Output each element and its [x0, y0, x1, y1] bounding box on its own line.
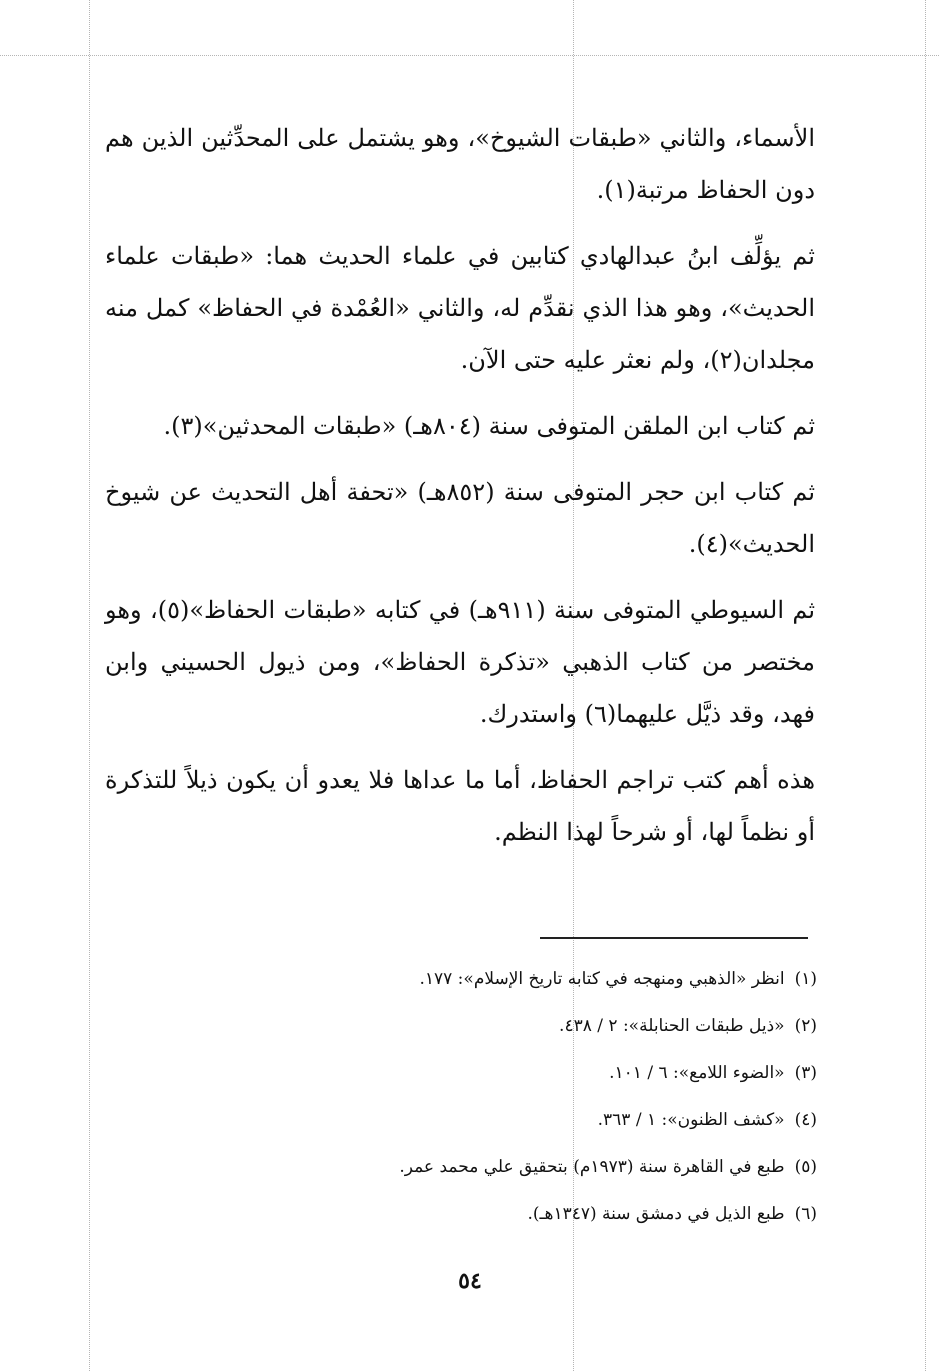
paragraph-2: ثم يؤلِّف ابنُ عبدالهادي كتابين في علماء الحديث هما: «طبقات علماء الحديث»، وهو هذا الذي نقدِّم له، والثاني «العُمْدة في الحفاظ» كمل منه مجلدان(٢)، ولم نعثر عليه حتى الآن. — [105, 242, 815, 374]
footnote-number: (٢) — [794, 1015, 817, 1036]
footnote-text: طبع في القاهرة سنة (١٩٧٣م) بتحقيق علي محمد عمر. — [399, 1156, 785, 1177]
margin-guide-top — [0, 55, 939, 56]
footnote-number: (١) — [794, 968, 817, 989]
footnote-3 — [105, 1049, 817, 1096]
paragraph-5: ثم السيوطي المتوفى سنة (٩١١هـ) في كتابه «طبقات الحفاظ»(٥)، وهو مختصر من كتاب الذهبي «تذكرة الحفاظ»، ومن ذيول الحسيني وابن فهد، وقد ذيَّل عليهما(٦) واستدرك. — [105, 596, 816, 728]
footnote-text: «ذيل طبقات الحنابلة»: ٢ / ٤٣٨. — [559, 1015, 785, 1036]
footnote-separator — [540, 937, 808, 939]
footnote-number: (٦) — [794, 1203, 817, 1224]
paragraph-3: ثم كتاب ابن الملقن المتوفى سنة (٨٠٤هـ) «طبقات المحدثين»(٣). — [163, 412, 815, 440]
footnote-text: «الضوء اللامع»: ٦ / ١٠١. — [609, 1062, 785, 1083]
footnote-number: (٣) — [794, 1062, 817, 1083]
paragraph-6: هذه أهم كتب تراجم الحفاظ، أما ما عداها فلا يعدو أن يكون ذيلاً للتذكرة أو نظماً لها، أو شرحاً لهذا النظم. — [105, 766, 815, 846]
footnotes-list — [105, 955, 817, 1237]
footnote-2 — [105, 1002, 817, 1049]
footnote-text: انظر «الذهبي ومنهجه في كتابه تاريخ الإسلام»: ١٧٧. — [419, 968, 785, 989]
paragraph-1: الأسماء، والثاني «طبقات الشيوخ»، وهو يشتمل على المحدِّثين الذين هم دون الحفاظ مرتبة(١). — [105, 124, 815, 204]
footnote-6 — [105, 1190, 817, 1237]
footnote-5 — [105, 1143, 817, 1190]
footnote-text: «كشف الظنون»: ١ / ٣٦٣. — [597, 1109, 785, 1130]
page-number: ٥٤ — [458, 1268, 482, 1294]
footnote-number: (٥) — [794, 1156, 817, 1177]
footnote-4 — [105, 1096, 817, 1143]
paragraph-4: ثم كتاب ابن حجر المتوفى سنة (٨٥٢هـ) «تحفة أهل التحديث عن شيوخ الحديث»(٤). — [105, 478, 815, 558]
margin-guide-left — [89, 0, 90, 1371]
footnote-1 — [105, 955, 817, 1002]
margin-guide-right — [925, 0, 926, 1371]
footnote-number: (٤) — [794, 1109, 817, 1130]
body-text — [105, 112, 815, 872]
footnote-text: طبع الذيل في دمشق سنة (١٣٤٧هـ). — [527, 1203, 785, 1224]
